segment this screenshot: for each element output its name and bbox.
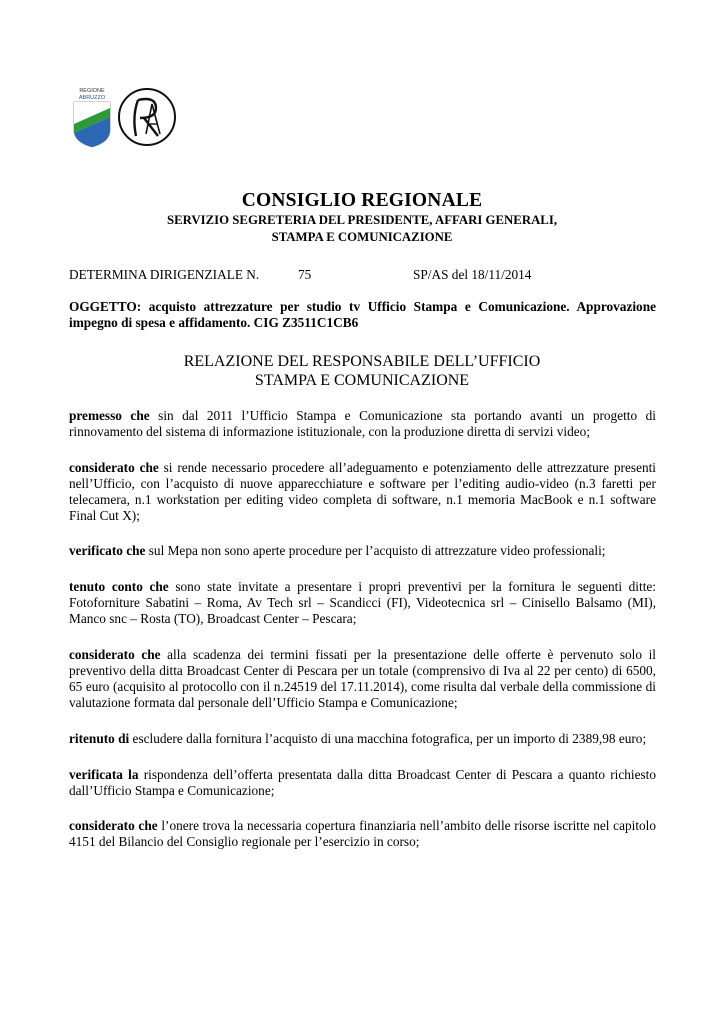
paragraph-text: sin dal 2011 l’Ufficio Stampa e Comunicazione sta portando avanti un progetto di rinnovamento del sistema di informazione istituzionale, con la produzione diretta di servizi video; <box>69 408 656 439</box>
paragraph-keyword: considerato che <box>69 647 161 663</box>
paragraph-text: sul Mepa non sono aperte procedure per l’acquisto di attrezzature video professionali; <box>145 543 606 559</box>
paragraph-verificata <box>69 767 656 799</box>
paragraph-text: sono state invitate a presentare i propri preventivi per la fornitura le seguenti ditte: Fotoforniture Sabatini – Roma, Av Tech srl – Scandicci (FI), Videotecnica srl – Cinisello Balsamo (MI), Manco snc – Rosta (TO), Broadcast Center – Pescara; <box>69 579 656 627</box>
paragraph-text: escludere dalla fornitura l’acquisto di una macchina fotografica, per un importo di 2389,98 euro; <box>129 730 647 746</box>
paragraph-considerato-2 <box>69 647 656 711</box>
determina-number: 75 <box>298 267 312 282</box>
determina-label: DETERMINA DIRIGENZIALE N. <box>69 267 260 282</box>
regione-abruzzo-logo <box>70 86 114 148</box>
relazione-heading <box>0 352 724 390</box>
consiglio-seal-emblem <box>116 86 178 148</box>
paragraph-ritenuto <box>69 731 656 747</box>
paragraph-keyword: considerato che <box>69 459 159 475</box>
paragraph-keyword: verificata la <box>69 766 139 782</box>
paragraph-tenuto-conto <box>69 579 656 627</box>
paragraph-text: rispondenza dell’offerta presentata dalla ditta Broadcast Center di Pescara a quanto richiesto dall’Ufficio Stampa e Comunicazione; <box>69 766 657 798</box>
region-logo-text-1: REGIONE <box>79 88 105 94</box>
paragraph-text: si rende necessario procedere all’adeguamento e potenziamento delle attrezzature presenti nell’Ufficio, con l’acquisto di nuove apparecchiature e software per l’editing audio-video (n.3 faretti per telecamera, n.1 workstation per editing video completa di software, n.1 memoria MacBook e n.1 software Final Cut X); <box>69 459 657 523</box>
header-subtitle-line-1: SERVIZIO SEGRETERIA DEL PRESIDENTE, AFFARI GENERALI, <box>166 213 558 227</box>
relazione-line-1: RELAZIONE DEL RESPONSABILE DELL’UFFICIO <box>183 353 541 370</box>
region-logo-text-2: ABRUZZO <box>78 95 106 101</box>
paragraph-text: l’onere trova la necessaria copertura finanziaria nell’ambito delle risorse iscritte nel capitolo 4151 del Bilancio del Consiglio regionale per l’esercizio in corso; <box>69 818 657 850</box>
paragraph-keyword: tenuto conto che <box>69 579 169 595</box>
determina-reference: SP/AS del 18/11/2014 <box>413 267 532 282</box>
paragraph-verificato <box>69 543 656 559</box>
document-header <box>0 190 724 246</box>
paragraph-considerato-3 <box>69 818 656 850</box>
paragraph-considerato-1 <box>69 460 656 524</box>
paragraph-keyword: verificato che <box>69 543 146 559</box>
header-title: CONSIGLIO REGIONALE <box>241 190 483 211</box>
oggetto-subject: OGGETTO: acquisto attrezzature per studio tv Ufficio Stampa e Comunicazione. Approvazione impegno di spesa e affidamento. CIG Z3511C1CB6 <box>69 299 656 330</box>
header-subtitle-line-2: STAMPA E COMUNICAZIONE <box>271 230 453 244</box>
document-body <box>69 408 656 850</box>
paragraph-keyword: ritenuto di <box>69 730 130 746</box>
paragraph-keyword: considerato che <box>69 818 158 834</box>
paragraph-keyword: premesso che <box>69 408 150 423</box>
paragraph-premesso <box>69 408 656 440</box>
relazione-line-2: STAMPA E COMUNICAZIONE <box>254 372 470 389</box>
paragraph-text: alla scadenza dei termini fissati per la presentazione delle offerte è pervenuto solo il preventivo della ditta Broadcast Center di Pescara per un totale (comprensivo di Iva al 22 per cento) di 6500, 65 euro (acquisito al protocollo con il n.24519 del 17.11.2014), come risulta dal verbale della commissione di valutazione formata dal personale dell’Ufficio Stampa e Comunicazione; <box>69 647 656 710</box>
